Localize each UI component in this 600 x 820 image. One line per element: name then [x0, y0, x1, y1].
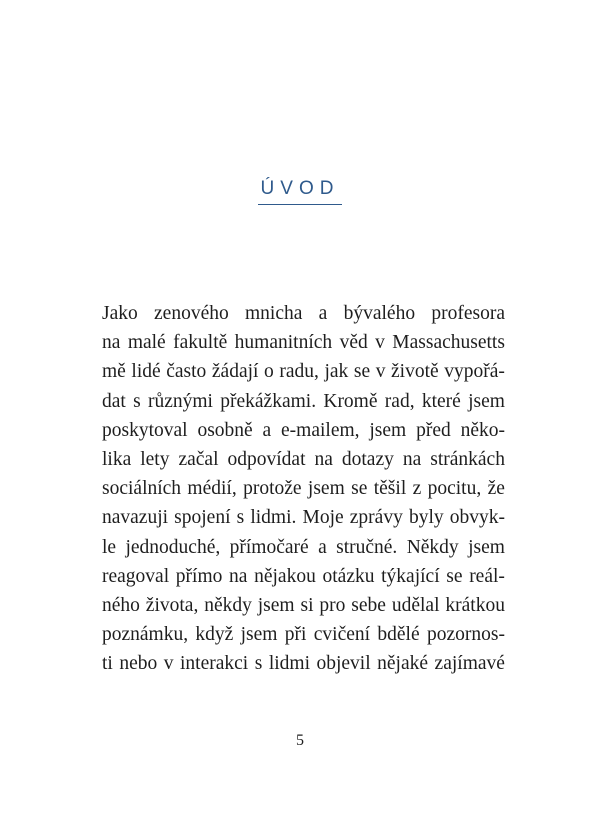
word: Moje — [302, 507, 344, 529]
text-line — [102, 357, 505, 386]
text-line — [102, 562, 505, 591]
word: krátkou — [445, 594, 505, 616]
word: nějakou — [254, 565, 316, 587]
word: Kromě — [323, 390, 378, 412]
text-line — [102, 387, 505, 416]
word: se — [353, 361, 371, 383]
word: spojení — [174, 507, 231, 529]
word: a — [318, 536, 327, 558]
word: otázku — [322, 565, 375, 587]
word: jsem — [240, 624, 278, 646]
word: bdělé — [377, 624, 420, 646]
body-text — [102, 299, 505, 678]
word: reál- — [469, 565, 505, 587]
word: jak — [324, 361, 349, 383]
word: ného — [102, 594, 140, 616]
word: vypořá- — [444, 361, 505, 383]
word: profesora — [431, 303, 505, 324]
word: s — [133, 390, 141, 412]
word: na — [314, 448, 333, 470]
text-line — [102, 328, 505, 357]
word: malé — [127, 332, 166, 354]
word: pro — [319, 594, 346, 616]
word: před — [416, 419, 451, 441]
word: zajímavé — [434, 653, 505, 675]
word: životě — [391, 361, 439, 383]
title-underline — [258, 204, 342, 205]
text-line — [102, 503, 505, 532]
word: často — [166, 361, 207, 383]
word: ti — [102, 653, 113, 675]
word: zenového — [154, 303, 229, 324]
word: a — [318, 303, 328, 324]
word: zprávy — [349, 507, 403, 529]
word: těšil — [373, 478, 407, 500]
word: Jako — [102, 303, 138, 324]
word: v — [375, 361, 386, 383]
word: z — [412, 478, 422, 500]
word: když — [195, 624, 234, 646]
word: lety — [140, 448, 170, 470]
word: jsem — [257, 594, 295, 616]
word: médií, — [187, 478, 237, 500]
word: v — [163, 653, 174, 675]
word: někdy — [204, 594, 252, 616]
word: udělal — [391, 594, 440, 616]
word: le — [102, 536, 117, 558]
word: jsem — [369, 419, 407, 441]
word: pozornos- — [426, 624, 505, 646]
word: s — [254, 653, 263, 675]
word: se — [351, 478, 368, 500]
word: nebo — [119, 653, 158, 675]
word: se — [446, 565, 463, 587]
word: nějaké — [377, 653, 429, 675]
word: obvyk- — [449, 507, 505, 529]
word: na — [102, 332, 121, 354]
word: různými — [147, 390, 213, 412]
word: stránkách — [430, 448, 505, 470]
text-line — [102, 474, 505, 503]
word: Někdy — [406, 536, 459, 558]
word: na — [402, 448, 422, 470]
chapter-title: ÚVOD — [260, 178, 340, 199]
word: bývalého — [343, 303, 416, 324]
word: přímo — [175, 565, 223, 587]
word: lidé — [131, 361, 161, 383]
word: cvičení — [313, 624, 371, 646]
page-number: 5 — [296, 732, 304, 749]
word: mě — [102, 361, 126, 383]
word: stručné. — [336, 536, 398, 558]
word: a — [262, 419, 272, 441]
word: reagoval — [102, 565, 170, 587]
word: rad, — [384, 390, 415, 412]
word: dotazy — [341, 448, 394, 470]
word: si — [300, 594, 314, 616]
text-line — [102, 591, 505, 620]
word: osobně — [197, 419, 253, 441]
word: přímočaré — [229, 536, 309, 558]
word: na — [229, 565, 248, 587]
word: jsem — [468, 536, 505, 558]
word: o — [264, 361, 274, 383]
word: začal — [178, 448, 219, 470]
word: něko- — [460, 419, 505, 441]
word: interakci — [180, 653, 249, 675]
word: žádají — [211, 361, 259, 383]
word: navazuji — [102, 507, 169, 529]
text-line — [102, 445, 505, 474]
word: věd — [339, 332, 368, 354]
word: humanitních — [234, 332, 333, 354]
word: s — [236, 507, 245, 529]
text-line — [102, 649, 505, 678]
word: sebe — [351, 594, 386, 616]
word: jsem — [468, 390, 505, 412]
word: lidmi. — [250, 507, 297, 529]
word: fakultě — [173, 332, 228, 354]
word: Massachusetts — [392, 332, 505, 354]
word: radu, — [279, 361, 319, 383]
word: při — [284, 624, 307, 646]
word: protože — [243, 478, 302, 500]
word: odpovídat — [227, 448, 306, 470]
word: překážkami. — [220, 390, 317, 412]
word: mnicha — [245, 303, 303, 324]
word: které — [421, 390, 461, 412]
word: pocitu, — [427, 478, 482, 500]
word: poznámku, — [102, 624, 189, 646]
text-line — [102, 299, 505, 328]
word: týkající — [381, 565, 440, 587]
word: v — [375, 332, 385, 354]
word: dat — [102, 390, 126, 412]
word: že — [487, 478, 505, 500]
word: objevil — [316, 653, 371, 675]
text-line — [102, 416, 505, 445]
word: lika — [102, 448, 132, 470]
text-line — [102, 533, 505, 562]
word: byly — [408, 507, 444, 529]
word: sociálních — [102, 478, 182, 500]
word: poskytoval — [102, 419, 188, 441]
word: jednoduché, — [125, 536, 221, 558]
word: lidmi — [268, 653, 310, 675]
word: života, — [145, 594, 199, 616]
word: e-mailem, — [281, 419, 360, 441]
word: jsem — [307, 478, 345, 500]
text-line — [102, 620, 505, 649]
